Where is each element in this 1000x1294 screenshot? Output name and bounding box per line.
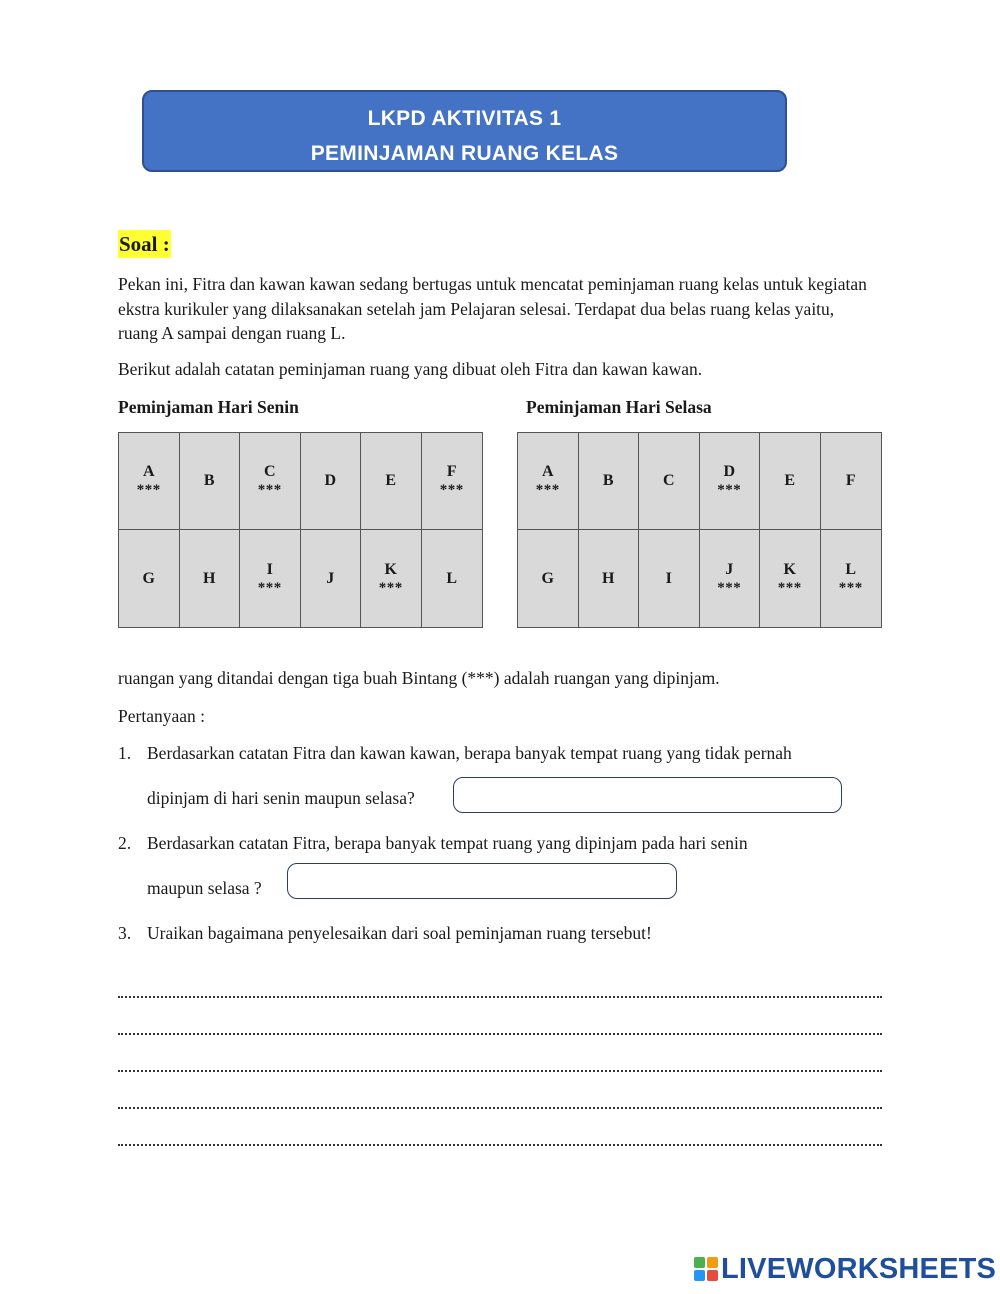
- question-number: 1.: [118, 743, 132, 763]
- room-cell: [361, 433, 422, 530]
- questions-label: Pertanyaan :: [118, 706, 205, 726]
- borrowed-mark: ***: [257, 482, 282, 498]
- room-cell: [240, 530, 301, 627]
- question-number: 3.: [118, 923, 132, 943]
- room-letter: G: [142, 569, 155, 587]
- borrowed-mark: ***: [257, 579, 282, 596]
- borrowed-mark: ***: [717, 482, 742, 498]
- room-letter: A: [142, 463, 155, 480]
- room-cell: [180, 530, 241, 627]
- room-cell: [361, 530, 422, 627]
- room-letter: E: [385, 472, 397, 489]
- title-banner: [142, 90, 787, 172]
- room-letter: A: [541, 463, 554, 480]
- senin-room-table: [118, 432, 483, 628]
- room-letter: C: [662, 472, 675, 489]
- room-letter: L: [446, 569, 458, 587]
- room-cell: [119, 530, 180, 627]
- room-letter: F: [845, 472, 856, 489]
- selasa-table-title: Peminjaman Hari Selasa: [526, 397, 712, 417]
- room-letter: H: [602, 569, 615, 587]
- answer-line[interactable]: [118, 1144, 882, 1146]
- room-letter: K: [384, 560, 397, 578]
- intro-paragraph: Pekan ini, Fitra dan kawan kawan sedang bertugas untuk mencatat peminjaman ruang kelas untuk kegiatan ekstra kurikuler yang dilaksanakan setelah jam Pelajaran selesai. Terdapat dua belas ruang kelas yaitu, ruang A sampai dengan ruang L.: [118, 274, 867, 343]
- answer-line[interactable]: [118, 996, 882, 998]
- borrowed-mark: ***: [535, 482, 560, 498]
- answer-input-1[interactable]: [453, 777, 842, 813]
- question-text: Berdasarkan catatan Fitra dan kawan kawan, berapa banyak tempat ruang yang tidak pernah: [147, 743, 792, 763]
- room-cell: [422, 530, 483, 627]
- room-cell: [760, 530, 821, 627]
- title-line-1: LKPD AKTIVITAS 1: [367, 107, 562, 130]
- room-letter: I: [665, 569, 672, 587]
- question-number: 2.: [118, 833, 132, 853]
- soal-label: Soal :: [119, 232, 170, 256]
- room-letter: F: [446, 463, 457, 480]
- question-text: Berdasarkan catatan Fitra, berapa banyak tempat ruang yang dipinjam pada hari senin: [147, 833, 748, 853]
- room-letter: D: [324, 472, 337, 489]
- records-paragraph: Berikut adalah catatan peminjaman ruang yang dibuat oleh Fitra dan kawan kawan.: [118, 359, 703, 379]
- room-cell: [700, 530, 761, 627]
- borrowed-mark: ***: [777, 579, 802, 596]
- room-cell: [579, 433, 640, 530]
- logo-mark-icon: [694, 1257, 718, 1281]
- answer-input-2[interactable]: [287, 863, 677, 899]
- borrowed-mark: ***: [136, 482, 161, 498]
- question-text-continued: dipinjam di hari senin maupun selasa?: [147, 788, 415, 808]
- room-cell: [821, 433, 882, 530]
- room-letter: C: [263, 463, 276, 480]
- room-letter: J: [326, 569, 335, 587]
- room-letter: I: [266, 560, 273, 578]
- room-cell: [518, 530, 579, 627]
- borrowed-mark: ***: [439, 482, 464, 498]
- legend-note: ruangan yang ditandai dengan tiga buah Bintang (***) adalah ruangan yang dipinjam.: [118, 668, 720, 688]
- room-letter: B: [203, 472, 215, 489]
- room-letter: E: [784, 472, 796, 489]
- room-letter: L: [845, 560, 857, 578]
- answer-line[interactable]: [118, 1070, 882, 1072]
- question-text: Uraikan bagaimana penyelesaikan dari soal peminjaman ruang tersebut!: [147, 923, 652, 943]
- room-cell: [119, 433, 180, 530]
- room-cell: [518, 433, 579, 530]
- logo-wordmark: LIVEWORKSHEETS: [721, 1253, 997, 1285]
- room-cell: [422, 433, 483, 530]
- room-cell: [301, 530, 362, 627]
- title-line-2: PEMINJAMAN RUANG KELAS: [310, 142, 619, 165]
- room-cell: [579, 530, 640, 627]
- room-cell: [760, 433, 821, 530]
- question-text-continued: maupun selasa ?: [147, 878, 262, 898]
- borrowed-mark: ***: [717, 579, 742, 596]
- room-letter: H: [203, 569, 216, 587]
- room-cell: [301, 433, 362, 530]
- room-letter: B: [602, 472, 614, 489]
- room-letter: D: [723, 463, 736, 480]
- borrowed-mark: ***: [378, 579, 403, 596]
- room-cell: [639, 433, 700, 530]
- selasa-room-table: [517, 432, 882, 628]
- room-cell: [180, 433, 241, 530]
- liveworksheets-logo: [694, 1254, 996, 1284]
- room-letter: G: [541, 569, 554, 587]
- borrowed-mark: ***: [838, 579, 863, 596]
- answer-line[interactable]: [118, 1107, 882, 1109]
- room-cell: [240, 433, 301, 530]
- room-letter: J: [725, 560, 734, 578]
- senin-table-title: Peminjaman Hari Senin: [118, 397, 299, 417]
- room-cell: [639, 530, 700, 627]
- answer-line[interactable]: [118, 1033, 882, 1035]
- room-cell: [700, 433, 761, 530]
- room-letter: K: [783, 560, 796, 578]
- room-cell: [821, 530, 882, 627]
